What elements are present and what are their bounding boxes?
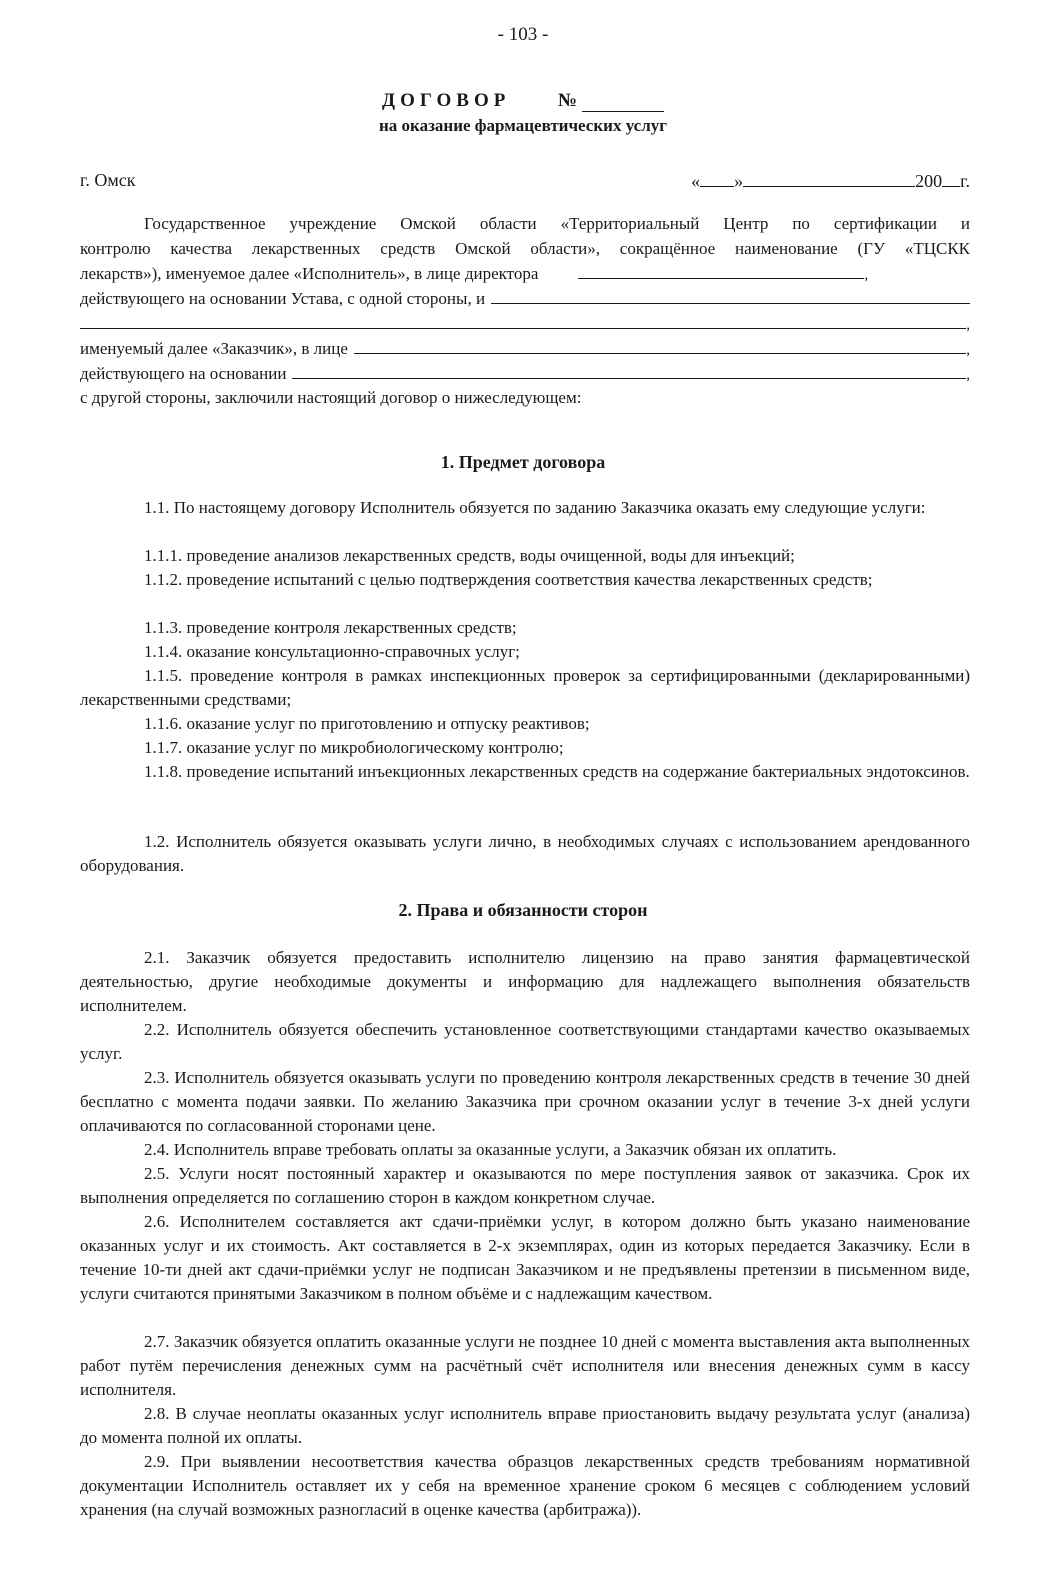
intro-line-5: , — [80, 314, 970, 334]
year-blank — [942, 170, 960, 187]
clause-1-1-3: 1.1.3. проведение контроля лекарственных средств; — [144, 618, 517, 637]
intro-line-7: действующего на основании , — [80, 364, 970, 383]
clause-1-2: 1.2. Исполнитель обязуется оказывать услуги лично, в необходимых случаях с использованием арендованного оборудования. — [80, 832, 970, 875]
date-line: « » 200 г. — [691, 171, 970, 191]
clause-1-1-1: 1.1.1. проведение анализов лекарственных средств, воды очищенной, воды для инъекций; — [144, 546, 795, 565]
intro-line-1: Государственное учреждение Омской области «Территориальный Центр по сертификации и — [144, 214, 970, 233]
page-number: - 103 - — [497, 24, 549, 45]
clause-1-1: 1.1. По настоящему договору Исполнитель обязуется по заданию Заказчика оказать ему следующие услуги: — [144, 498, 926, 517]
clause-1-1-6: 1.1.6. оказание услуг по приготовлению и отпуску реактивов; — [144, 714, 590, 733]
intro-line-2: контролю качества лекарственных средств Омской области», сокращённое наименование (ГУ «ТЦСКК — [80, 239, 970, 258]
city: г. Омск — [80, 170, 136, 190]
clause-1-1-2: 1.1.2. проведение испытаний с целью подтверждения соответствия качества лекарственных средств; — [144, 570, 873, 589]
clause-2-7: 2.7. Заказчик обязуется оплатить оказанные услуги не позднее 10 дней с момента выставления акта выполненных работ путём перечисления денежных сумм на расчётный счёт исполнителя или внесения денежных сумм в кассу исполнителя. — [80, 1332, 970, 1399]
intro-line-3: лекарств»), именуемое далее «Исполнитель», в лице директора , — [80, 264, 869, 283]
clause-2-6: 2.6. Исполнителем составляется акт сдачи-приёмки услуг, в котором должно быть указано наименование оказанных услуг и их стоимость. Акт составляется в 2-х экземплярах, один из которых передается Заказчику. Если в течение 10-ти дней акт сдачи-приёмки услуг не подписан Заказчиком и не предъявлены претензии в письменном виде, услуги считаются принятыми Заказчиком в полном объёме и с надлежащим качеством. — [80, 1212, 970, 1303]
clause-2-4: 2.4. Исполнитель вправе требовать оплаты за оказанные услуги, а Заказчик обязан их оплатить. — [144, 1140, 837, 1159]
document-title — [0, 90, 1046, 112]
section-2-heading: 2. Права и обязанности сторон — [398, 900, 648, 920]
customer-name-blank-2 — [80, 314, 966, 329]
clause-2-1: 2.1. Заказчик обязуется предоставить исполнителю лицензию на право занятия фармацевтической деятельностью, другие необходимые документы и информацию для надлежащего выполнения обязательств исполнителем. — [80, 948, 970, 1015]
contract-number-blank — [582, 93, 664, 112]
title-word: ДОГОВОР — [382, 90, 511, 111]
clause-2-9: 2.9. При выявлении несоответствия качества образцов лекарственных средств требованиям нормативной документации Исполнитель оставляет их у себя на временное хранение сроком 6 месяцев с соблюдением условий хранения (на случай возможных разногласий в оценке качества (арбитража)). — [80, 1452, 970, 1519]
document-subtitle: на оказание фармацевтических услуг — [379, 116, 667, 135]
clause-2-8: 2.8. В случае неоплаты оказанных услуг исполнитель вправе приостановить выдачу результата услуг (анализа) до момента полной их оплаты. — [80, 1404, 970, 1447]
clause-1-1-4: 1.1.4. оказание консультационно-справочных услуг; — [144, 642, 520, 661]
intro-line-6: именуемый далее «Заказчик», в лице , — [80, 339, 970, 358]
clause-1-1-8: 1.1.8. проведение испытаний инъекционных лекарственных средств на содержание бактериальных эндотоксинов. — [144, 762, 970, 781]
intro-line-8: с другой стороны, заключили настоящий договор о нижеследующем: — [80, 388, 582, 407]
clause-2-3: 2.3. Исполнитель обязуется оказывать услуги по проведению контроля лекарственных средств в течение 30 дней бесплатно с момента подачи заявки. По желанию Заказчика при срочном оказании услуг в течение 3-х дней услуги оплачиваются по согласованной сторонами цене. — [80, 1068, 970, 1135]
customer-name-blank — [491, 289, 970, 304]
clause-2-2: 2.2. Исполнитель обязуется обеспечить установленное соответствующими стандартами качество оказываемых услуг. — [80, 1020, 970, 1063]
customer-representative-blank — [354, 339, 966, 354]
number-sign: № — [557, 90, 582, 111]
month-blank — [743, 170, 915, 187]
section-1-heading: 1. Предмет договора — [440, 452, 606, 472]
intro-line-4: действующего на основании Устава, с одной стороны, и — [80, 289, 970, 309]
clause-2-5: 2.5. Услуги носят постоянный характер и оказываются по мере поступления заявок от заказчика. Срок их выполнения определяется по соглашению сторон в каждом конкретном случае. — [80, 1164, 970, 1207]
day-blank — [700, 170, 734, 187]
clause-1-1-5: 1.1.5. проведение контроля в рамках инспекционных проверок за сертифицированными (декларированными) лекарственными средствами; — [80, 666, 970, 709]
customer-basis-blank — [292, 364, 966, 379]
director-name-blank — [578, 264, 864, 279]
clause-1-1-7: 1.1.7. оказание услуг по микробиологическому контролю; — [144, 738, 564, 757]
